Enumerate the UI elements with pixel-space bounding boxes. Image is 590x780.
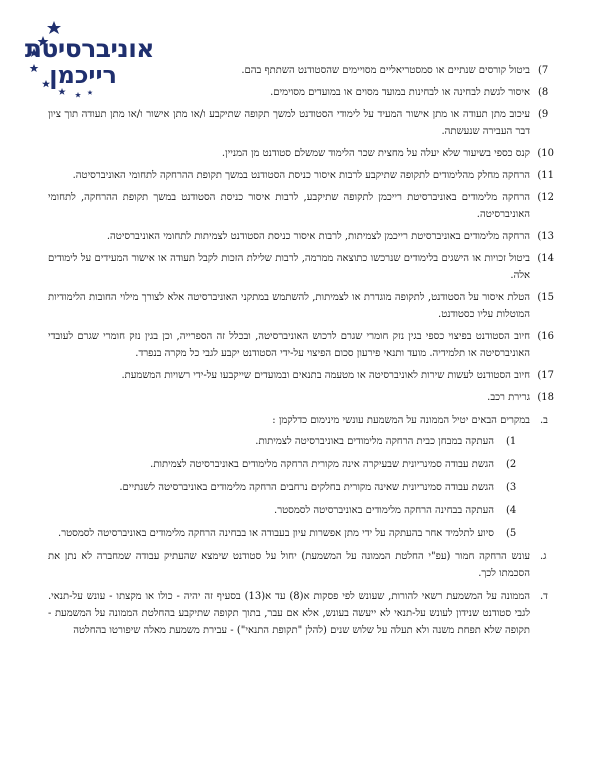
item-text: הטלת איסור על הסטודנט, לתקופה מוגדרת או לצמיתות, להשתמש במתקני האוניברסיטה אלא לצורך מילוי החובות הלימודיות המוטלות עליו כסטודנט.	[48, 292, 530, 320]
list-item	[48, 525, 554, 542]
item-text: העתקה במבחן כבית הרחקה מלימודים באוניברסיטה לצמיתות.	[255, 436, 494, 447]
logo-line-1: אוניברסיטת	[24, 34, 154, 63]
list-item	[48, 189, 554, 223]
item-text: הגשת עבודה סמינריונית שאינה מקורית בחלקים נרחבים הרחקה מלימודים באוניברסיטה לשנתיים.	[119, 482, 494, 493]
list-item	[48, 62, 554, 79]
item-number: 11)	[537, 170, 554, 181]
list-item	[48, 228, 554, 245]
item-text: חיוב הסטודנט בפיצוי כספי בגין נזק חומרי שגרם לרכוש האוניברסיטה, ובכלל זה הספרייה, וכן בגין נזק חומרי שגרם לעובדי האוניברסיטה או תלמידיה. מועד ותנאי פירעון סכום הפיצוי על-ידי הסטודנט יקבע לגבי כל מקרה בנפרד.	[48, 331, 530, 359]
list-item	[48, 502, 554, 519]
item-text: עיכוב מתן תעודה או מתן אישור המעיד על לימודי הסטודנט למשך תקופה שתיקבע ו/או מתן אישור ו/או מתן תעודה תוך ציון דבר העבירה שנעשתה.	[48, 109, 530, 137]
item-text: הרחקה מחלק מהלימודים לתקופה שתיקבע לרבות איסור כניסת הסטודנט במשך תקופת ההרחקה לתחומי האוניברסיטה.	[72, 170, 530, 181]
list-item	[48, 106, 554, 140]
item-number: 18)	[537, 392, 554, 403]
item-number: 15)	[537, 292, 554, 303]
item-number: 8)	[538, 87, 549, 98]
list-item	[48, 84, 554, 101]
section-b	[48, 412, 554, 429]
list-item	[48, 328, 554, 362]
list-item	[48, 456, 554, 473]
section-letter: ד.	[540, 591, 548, 602]
item-text: הרחקה מלימודים באוניברסיטת רייכמן לתקופה שתיקבע, לרבות איסור כניסת הסטודנט במשך תקופת ההרחקה, לתחומי האוניברסיטה.	[48, 192, 530, 220]
list-item	[48, 145, 554, 162]
item-number: 5)	[506, 528, 517, 539]
item-number: 9)	[538, 109, 549, 120]
item-text: סיוע לתלמיד אחר בהעתקה על ידי מתן אפשרות עיון בעבודה או בבחינה הרחקה מלימודים באוניברסיטה לסמסטר.	[58, 528, 494, 539]
regulation-content	[48, 62, 554, 643]
item-number: 13)	[537, 231, 554, 242]
item-text: חיוב הסטודנט לעשות שירות לאוניברסיטה או מטעמה בתנאים ובמועדים שייקבעו על-ידי רשויות המשמעת.	[121, 370, 530, 381]
item-number: 12)	[537, 192, 554, 203]
item-text: גרירת רכב.	[487, 392, 530, 403]
section-letter: ג.	[540, 551, 547, 562]
section-text: במקרים הבאים יטיל הממונה על המשמעת עונשי מינימום כדלקמן :	[272, 415, 530, 426]
item-number: 10)	[537, 148, 554, 159]
item-number: 17)	[537, 370, 554, 381]
section-d	[48, 588, 554, 639]
list-item	[48, 289, 554, 323]
item-number: 4)	[506, 505, 517, 516]
list-item	[48, 367, 554, 384]
item-text: הגשת עבודה סמינריונית שבעיקרה אינה מקורית הרחקה מלימודים באוניברסיטה לצמיתות.	[150, 459, 494, 470]
item-text: ביטול קורסים שנתיים או סמסטריאליים מסויימים שהסטודנט השתתף בהם.	[241, 65, 530, 76]
section-letter: ב.	[540, 415, 548, 426]
section-text: הממונה על המשמעת רשאי להורות, שעונש לפי פסקות א(8) עד א(13) בסעיף זה יהיה - כולו או מקצתו - עונש על-תנאי. לגבי סטודנט שנידון לעונש על-תנאי לא ייעשה בעונש, אלא אם עבר, בתוך תקופה שתיקבע בהחלטת הממונה על המשמעת - תקופה שלא תפחת משנה ולא תעלה על שלוש שנים (להלן "תקופת התנאי") - עבירת משמעת מאלה שיפורטו בהחלטה	[48, 591, 530, 636]
list-item	[48, 250, 554, 284]
item-text: העתקה בבחינה הרחקה מלימודים באוניברסיטה לסמסטר.	[274, 505, 494, 516]
item-text: איסור לגשת לבחינה או לבחינות במועד מסוים או במועדים מסוימים.	[270, 87, 530, 98]
item-number: 3)	[506, 482, 517, 493]
item-number: 2)	[506, 459, 517, 470]
item-number: 1)	[506, 436, 517, 447]
logo-line-2: רייכמן	[49, 61, 117, 89]
item-number: 16)	[537, 331, 554, 342]
list-item	[48, 167, 554, 184]
item-text: ביטול זכויות או הישגים בלימודים שנרכשו כתוצאה ממרמה, לרבות שלילת הזכות לקבל תעודה או אישור המעידים על לימודים אלה.	[48, 253, 530, 281]
item-number: 14)	[537, 253, 554, 264]
section-g	[48, 548, 554, 582]
section-text: עונש הרחקה חמור (עפ"י החלטת הממונה על המשמעת) יחול על סטודנט שימצא שהעתיק עבודה שמחברה לא נתן את הסכמתו לכך.	[48, 551, 530, 579]
item-text: הרחקה מלימודים באוניברסיטת רייכמן לצמיתות, לרבות איסור כניסת הסטודנט לצמיתות לתחומי האוניברסיטה.	[106, 231, 530, 242]
list-item	[48, 479, 554, 496]
item-number: 7)	[538, 65, 549, 76]
item-text: קנס כספי בשיעור שלא יעלה על מחצית שכר הלימוד שמשלם סטודנט מן המניין.	[221, 148, 530, 159]
list-item	[48, 389, 554, 406]
list-item	[48, 433, 554, 450]
